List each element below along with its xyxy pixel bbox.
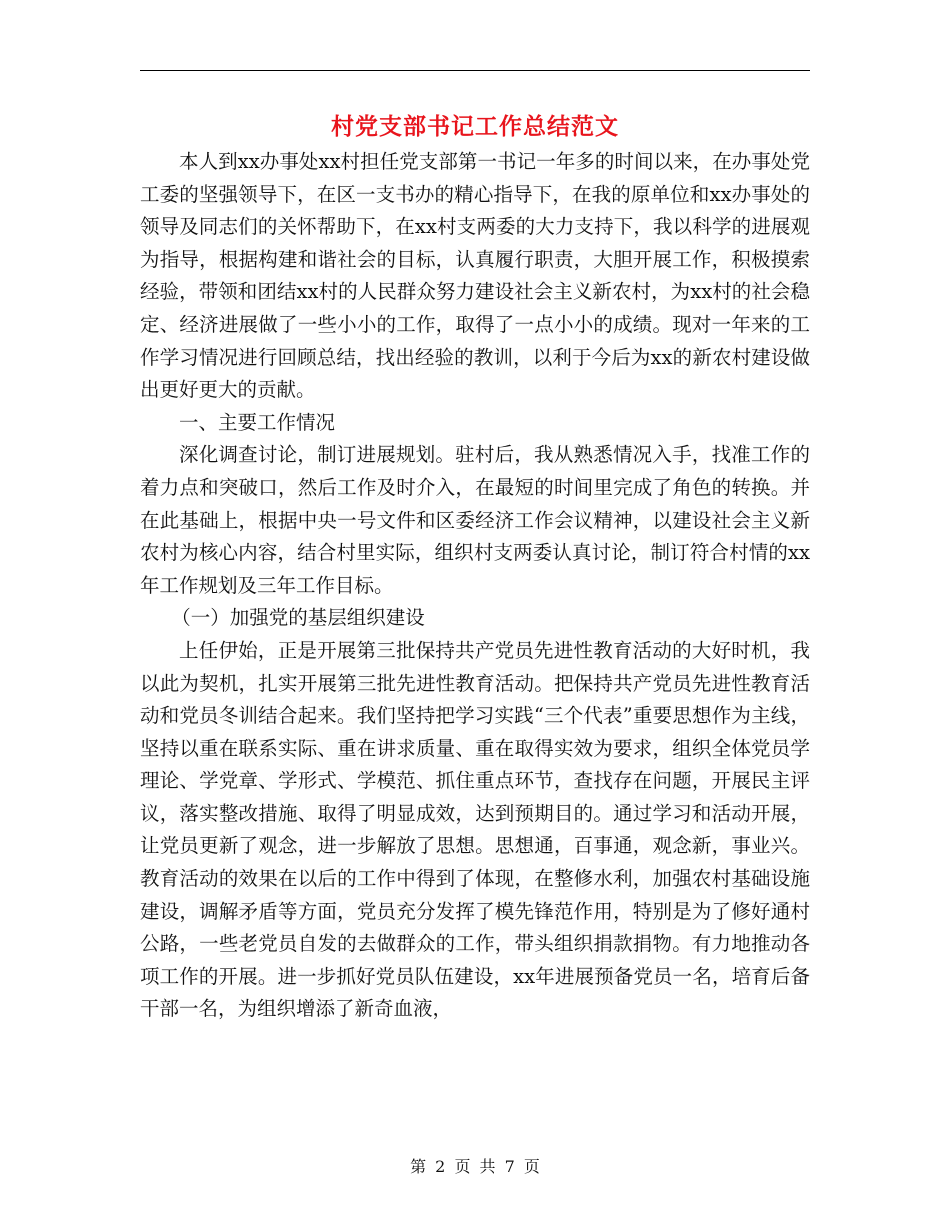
page-footer: 第 2 页 共 7 页 [410,1157,540,1176]
section-heading: 一、主要工作情况 [179,410,336,434]
intro-paragraph: 本人到xx办事处xx村担任党支部第一书记一年多的时间以来，在办事处党工委的坚强领导下，在区一支书办的精心指导下，在我的原单位和xx办事处的领导及同志们的关怀帮助下，在xx村支两委的大力支持下，我以科学的进展观为指导，根据构建和谐社会的目标，认真履行职责，大胆开展工作，积极摸索经验，带领和团结xx村的人民群众努力建设社会主义新农村，为xx村的社会稳定、经济进展做了一些小小的工作，取得了一点小小的成绩。现对一年来的工作学习情况进行回顾总结，找出经验的教训，以利于今后为xx的新农村建设做出更好更大的贡献。 [140,150,810,402]
document-title: 村党支部书记工作总结范文 [331,113,619,140]
subsection-heading: （一）加强党的基层组织建设 [171,606,425,630]
body-paragraph: 上任伊始，正是开展第三批保持共产党员先进性教育活动的大好时机，我以此为契机，扎实开展第三批先进性教育活动。把保持共产党员先进性教育活动和党员冬训结合起来。我们坚持把学习实践“三个代表”重要思想作为主线，坚持以重在联系实际、重在讲求质量、重在取得实效为要求，组织全体党员学理论、学党章、学形式、学模范、抓住重点环节，查找存在问题，开展民主评议，落实整改措施、取得了明显成效，达到预期目的。通过学习和活动开展，让党员更新了观念，进一步解放了思想。思想通，百事通，观念新，事业兴。教育活动的效果在以后的工作中得到了体现，在整修水利，加强农村基础设施建设，调解矛盾等方面，党员充分发挥了模先锋范作用，特别是为了修好通村公路，一些老党员自发的去做群众的工作，带头组织捐款捐物。有力地推动各项工作的开展。进一步抓好党员队伍建设，xx年进展预备党员一名，培育后备干部一名，为组织增添了新奇血液， [140,638,810,1021]
body-paragraph: 深化调查讨论，制订进展规划。驻村后，我从熟悉情况入手，找准工作的着力点和突破口，然后工作及时介入，在最短的时间里完成了角色的转换。并在此基础上，根据中央一号文件和区委经济工作会议精神，以建设社会主义新农村为核心内容，结合村里实际，组织村支两委认真讨论，制订符合村情的xx年工作规划及三年工作目标。 [140,443,810,597]
document-body [140,146,810,1026]
header-rule [140,70,810,71]
